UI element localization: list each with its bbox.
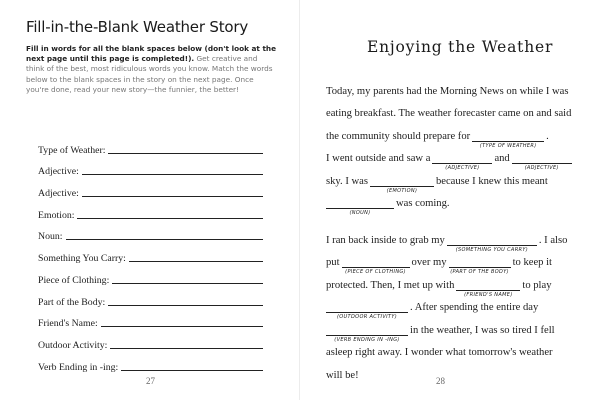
story-text-run: .	[546, 130, 549, 142]
story-line	[326, 119, 581, 149]
blank-list	[38, 134, 263, 373]
blank-caption: (EMOTION)	[386, 187, 418, 194]
blank-caption: (FRIEND'S NAME)	[464, 291, 513, 298]
story-text-run: put	[326, 257, 340, 268]
story-text-run: was coming.	[396, 198, 450, 209]
blank-line[interactable]	[77, 217, 263, 219]
blank-line[interactable]	[108, 152, 263, 154]
blank-label: Noun:	[38, 231, 63, 243]
story-blank-adjective-1[interactable]	[432, 151, 492, 171]
blank-label: Friend's Name:	[38, 318, 98, 330]
story-line	[326, 187, 581, 216]
story-line	[326, 142, 581, 171]
blank-line[interactable]	[110, 347, 263, 349]
story-text-run: I ran back inside to grab my	[326, 234, 445, 246]
right-page	[300, 0, 600, 400]
story-text-run: . I also	[538, 234, 568, 246]
blank-label: Verb Ending in -ing:	[38, 361, 119, 373]
story-line	[326, 97, 581, 120]
story-text-run: in the weather, I was so tired I fell	[410, 324, 555, 336]
blank-caption: (TYPE OF WEATHER)	[479, 142, 537, 149]
page-number: 27	[146, 376, 155, 386]
blank-label: Piece of Clothing:	[38, 274, 110, 286]
blank-line[interactable]	[101, 325, 263, 327]
blank-caption: (SOMETHING YOU CARRY)	[455, 246, 529, 253]
story-line	[326, 336, 581, 359]
story-text-run: will be!	[326, 369, 359, 381]
blank-caption: (NOUN)	[349, 210, 371, 216]
blank-label: Emotion:	[38, 209, 75, 221]
blank-line[interactable]	[121, 369, 263, 371]
blank-line[interactable]	[129, 260, 263, 262]
blank-label: Adjective:	[38, 166, 79, 178]
story-text-run: the community should prepare for	[326, 130, 471, 142]
story-text-run: Today, my parents had the Morning News on while I was	[326, 85, 569, 97]
story-text-run: and	[494, 153, 510, 164]
story-line	[326, 74, 581, 97]
blank-row-type-of-weather[interactable]	[38, 134, 263, 156]
right-page-title: Enjoying the Weather	[367, 38, 554, 56]
blank-line[interactable]	[82, 195, 263, 197]
blank-label: Part of the Body:	[38, 296, 106, 308]
story-text-run: to play	[522, 279, 552, 291]
blank-caption: (VERB ENDING IN -ING)	[334, 336, 400, 343]
blank-label: Type of Weather:	[38, 144, 106, 156]
instructions-rest: Get creative and think of the best, most ridiculous words you know. Match the words below to the blank spaces in the story on the next page. Once you're done, read your new story—the funnier, the better!	[26, 54, 273, 94]
blank-line[interactable]	[112, 282, 263, 284]
blank-row-outdoor-activity[interactable]	[38, 329, 263, 351]
story-line	[326, 223, 581, 253]
blank-line[interactable]	[66, 238, 264, 240]
story-blank-something-you-carry[interactable]	[447, 233, 537, 253]
story-text-run: protected. Then, I met up with	[326, 279, 455, 291]
story-text-run: over my	[411, 257, 447, 268]
story-blank-piece-of-clothing[interactable]	[342, 255, 410, 275]
blank-row-something-you-carry[interactable]	[38, 242, 263, 264]
blank-row-friends-name[interactable]	[38, 308, 263, 330]
story-line	[326, 358, 581, 381]
blank-caption: (ADJECTIVE)	[524, 165, 559, 171]
story-line	[326, 291, 581, 320]
story-blank-outdoor-activity[interactable]	[326, 300, 408, 320]
story-line	[326, 164, 581, 194]
story-text-run: . After spending the entire day	[410, 302, 539, 313]
blank-row-piece-of-clothing[interactable]	[38, 264, 263, 286]
blank-row-noun[interactable]	[38, 221, 263, 243]
story-blank-adjective-2[interactable]	[512, 151, 572, 171]
story-blank-noun[interactable]	[326, 196, 394, 216]
blank-caption: (ADJECTIVE)	[445, 165, 480, 171]
blank-caption: (OUTDOOR ACTIVITY)	[336, 314, 398, 320]
story-blank-verb-ending-ing[interactable]	[326, 323, 408, 343]
story-blank-part-of-the-body[interactable]	[449, 255, 511, 275]
story-line	[326, 246, 581, 275]
story-text-run: I went outside and saw a	[326, 153, 431, 164]
blank-row-verb-ending-ing[interactable]	[38, 351, 263, 373]
story-blank-emotion[interactable]	[370, 174, 434, 194]
blank-caption: (PART OF THE BODY)	[450, 269, 509, 275]
page-number: 28	[436, 376, 445, 386]
blank-label: Outdoor Activity:	[38, 339, 108, 351]
story-line	[326, 268, 581, 298]
blank-caption: (PIECE OF CLOTHING)	[345, 269, 406, 275]
story-text-run: because I knew this meant	[435, 175, 548, 187]
blank-row-adjective-2[interactable]	[38, 177, 263, 199]
blank-label: Something You Carry:	[38, 253, 126, 265]
story-line	[326, 313, 581, 343]
story-text-run: asleep right away. I wonder what tomorrow's weather	[326, 347, 553, 358]
story-text-run: to keep it	[512, 257, 552, 268]
blank-line[interactable]	[108, 304, 263, 306]
instructions	[26, 44, 278, 95]
story-blank-type-of-weather[interactable]	[472, 129, 544, 149]
story-text	[326, 74, 581, 381]
instructions-bold: Fill in words for all the blank spaces below (don't look at the next page until this page is completed!).	[26, 44, 277, 64]
blank-label: Adjective:	[38, 188, 79, 200]
blank-line[interactable]	[82, 173, 263, 175]
story-text-run: eating breakfast. The weather forecaster came on and said	[326, 108, 572, 119]
story-blank-friends-name[interactable]	[456, 278, 520, 298]
left-page-title: Fill-in-the-Blank Weather Story	[26, 18, 248, 36]
story-text-run: sky. I was	[326, 175, 368, 187]
blank-row-emotion[interactable]	[38, 199, 263, 221]
blank-row-part-of-the-body[interactable]	[38, 286, 263, 308]
blank-row-adjective-1[interactable]	[38, 156, 263, 178]
